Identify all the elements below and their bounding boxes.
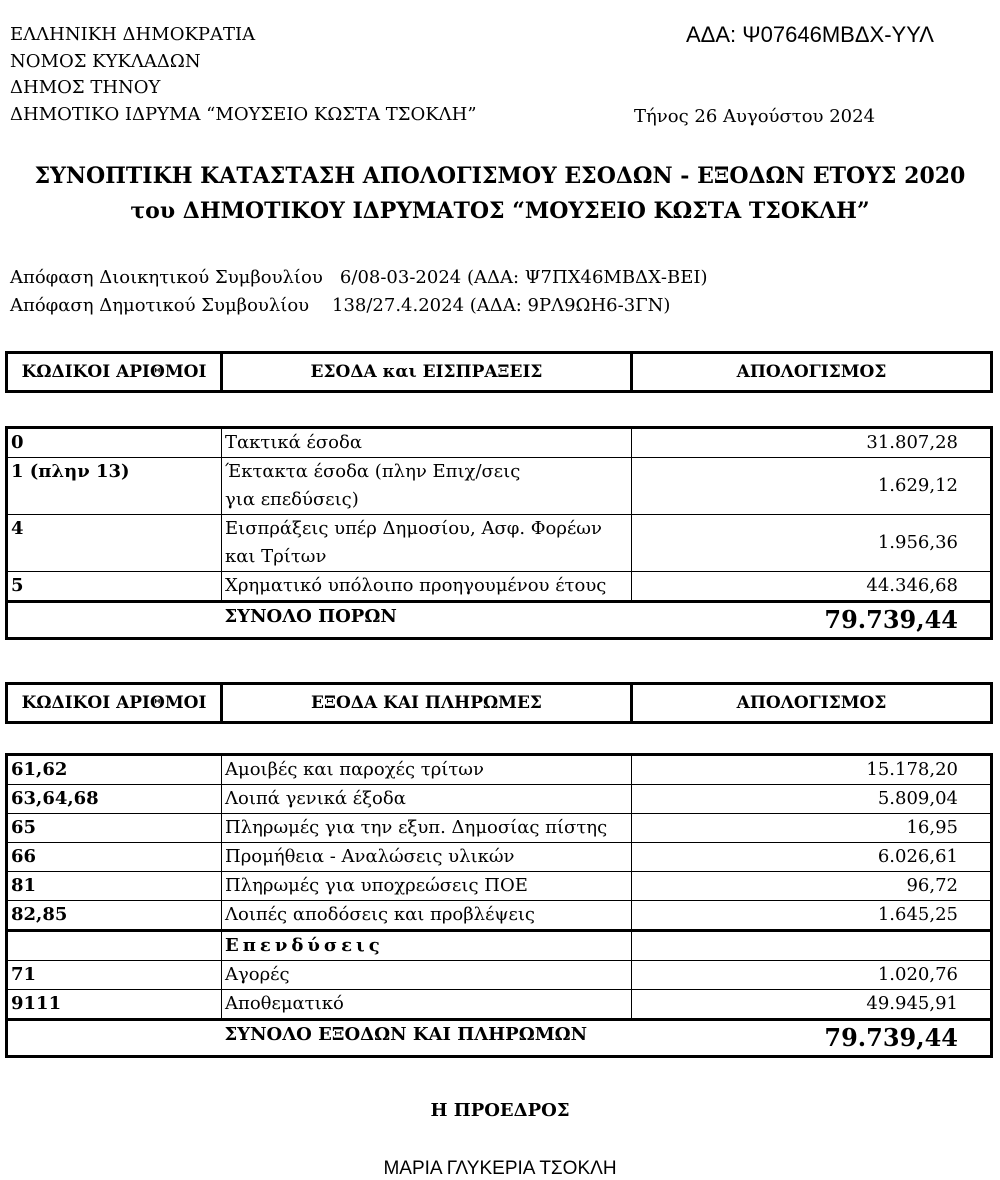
row-desc: Προμήθεια - Αναλώσεις υλικών (222, 843, 632, 872)
issuer-line: ΔΗΜΟΣ ΤΗΝΟΥ (10, 77, 161, 98)
row-desc: Αμοιβές και παροχές τρίτων (222, 755, 632, 785)
table-row (7, 785, 992, 814)
total-row (7, 1020, 992, 1057)
column-header-code: ΚΩΔΙΚΟΙ ΑΡΙΘΜΟΙ (21, 362, 207, 382)
row-code: 65 (11, 817, 37, 838)
row-desc (222, 458, 632, 515)
column-header-desc: ΕΣΟΔΑ και ΕΙΣΠΡΑΞΕΙΣ (222, 353, 632, 392)
row-code: 0 (11, 432, 24, 453)
council-decision: Απόφαση Δημοτικού Συμβουλίου 138/27.4.2024 (ΑΔΑ: 9ΡΛ9ΩΗ6-3ΓΝ) (10, 295, 671, 316)
column-header-amount: ΑΠΟΛΟΓΙΣΜΟΣ (632, 684, 992, 723)
issuer-line: ΔΗΜΟΤΙΚΟ ΙΔΡΥΜΑ “ΜΟΥΣΕΙΟ ΚΩΣΤΑ ΤΣΟΚΛΗ” (10, 103, 477, 125)
table-row (7, 843, 992, 872)
total-label: ΣΥΝΟΛΟ ΠΟΡΩΝ (224, 606, 397, 627)
row-desc: Λοιπά γενικά έξοδα (222, 785, 632, 814)
row-amount: 16,95 (632, 814, 992, 843)
table-row (7, 872, 992, 901)
table-row (7, 572, 992, 602)
row-desc-line: Έκτακτα έσοδα (πλην Επιχ/σεις (225, 461, 521, 482)
expenses-header-table (5, 682, 993, 724)
column-header-amount: ΑΠΟΛΟΓΙΣΜΟΣ (632, 353, 992, 392)
table-row (7, 458, 992, 515)
row-amount: 6.026,61 (632, 843, 992, 872)
row-code: 66 (11, 846, 37, 867)
board-decision: Απόφαση Διοικητικού Συμβουλίου 6/08-03-2024 (ΑΔΑ: Ψ7ΠΧ46ΜΒΔΧ-ΒΕΙ) (10, 267, 708, 288)
table-row (7, 515, 992, 572)
total-amount: 79.739,44 (824, 1023, 958, 1052)
row-code: 5 (11, 575, 24, 596)
total-amount: 79.739,44 (824, 605, 958, 634)
table-row (7, 901, 992, 931)
row-amount: 1.629,12 (632, 458, 992, 515)
total-row (7, 602, 992, 639)
row-code: 61,62 (11, 759, 68, 780)
income-table (5, 426, 993, 640)
row-amount: 1.956,36 (632, 515, 992, 572)
signatory-name: ΜΑΡΙΑ ΓΛΥΚΕΡΙΑ ΤΣΟΚΛΗ (383, 1158, 617, 1179)
column-header-code: ΚΩΔΙΚΟΙ ΑΡΙΘΜΟΙ (21, 693, 207, 713)
table-row (7, 990, 992, 1020)
row-amount: 31.807,28 (632, 428, 992, 458)
table-row (7, 428, 992, 458)
row-code: 82,85 (11, 904, 68, 925)
row-desc: Λοιπές αποδόσεις και προβλέψεις (222, 901, 632, 931)
expenses-table (5, 753, 993, 1058)
row-amount: 49.945,91 (632, 990, 992, 1020)
row-amount: 96,72 (632, 872, 992, 901)
income-header-table (5, 351, 993, 393)
row-amount: 15.178,20 (632, 755, 992, 785)
table-row (7, 814, 992, 843)
document-subtitle: του ΔΗΜΟΤΙΚΟΥ ΙΔΡΥΜΑΤΟΣ “ΜΟΥΣΕΙΟ ΚΩΣΤΑ ΤΣΟΚΛΗ” (130, 198, 870, 224)
row-desc-line: Εισπράξεις υπέρ Δημοσίου, Ασφ. Φορέων (225, 518, 602, 539)
row-amount: 1.645,25 (632, 901, 992, 931)
document-date: Τήνος 26 Αυγούστου 2024 (634, 106, 876, 127)
ada-code: ΑΔΑ: Ψ07646ΜΒΔΧ-ΥΥΛ (686, 22, 934, 47)
column-header-desc: ΕΞΟΔΑ ΚΑΙ ΠΛΗΡΩΜΕΣ (222, 684, 632, 723)
row-code: 1 (πλην 13) (11, 461, 130, 482)
row-desc-line: και Τρίτων (225, 546, 327, 567)
row-desc-line: για επεδύσεις) (225, 489, 359, 510)
row-amount: 44.346,68 (632, 572, 992, 602)
row-desc: Χρηματικό υπόλοιπο προηγουμένου έτους (222, 572, 632, 602)
row-desc: Αγορές (222, 961, 632, 990)
issuer-line: ΕΛΛΗΝΙΚΗ ΔΗΜΟΚΡΑΤΙΑ (10, 24, 256, 45)
investments-label: Επενδύσεις (222, 931, 632, 961)
row-desc: Τακτικά έσοδα (222, 428, 632, 458)
signatory-title: Η ΠΡΟΕΔΡΟΣ (430, 1100, 570, 1121)
issuer-line: ΝΟΜΟΣ ΚΥΚΛΑΔΩΝ (10, 50, 201, 72)
row-amount: 5.809,04 (632, 785, 992, 814)
issuer-block (10, 22, 477, 128)
row-desc: Πληρωμές για υποχρεώσεις ΠΟΕ (222, 872, 632, 901)
row-code: 4 (11, 518, 24, 539)
table-row (7, 755, 992, 785)
row-code: 63,64,68 (11, 788, 99, 809)
document-title: ΣΥΝΟΠΤΙΚΗ ΚΑΤΑΣΤΑΣΗ ΑΠΟΛΟΓΙΣΜΟΥ ΕΣΟΔΩΝ - ΕΞΟΔΩΝ ΕΤΟΥΣ 2020 (34, 163, 966, 189)
row-desc (222, 515, 632, 572)
table-row (7, 961, 992, 990)
row-code: 71 (11, 964, 37, 985)
total-label: ΣΥΝΟΛΟ ΕΞΟΔΩΝ ΚΑΙ ΠΛΗΡΩΜΩΝ (224, 1024, 588, 1045)
row-desc: Πληρωμές για την εξυπ. Δημοσίας πίστης (222, 814, 632, 843)
investments-subheader (7, 931, 992, 961)
row-code: 9111 (11, 993, 62, 1014)
row-desc: Αποθεματικό (222, 990, 632, 1020)
row-amount: 1.020,76 (632, 961, 992, 990)
row-code: 81 (11, 875, 37, 896)
